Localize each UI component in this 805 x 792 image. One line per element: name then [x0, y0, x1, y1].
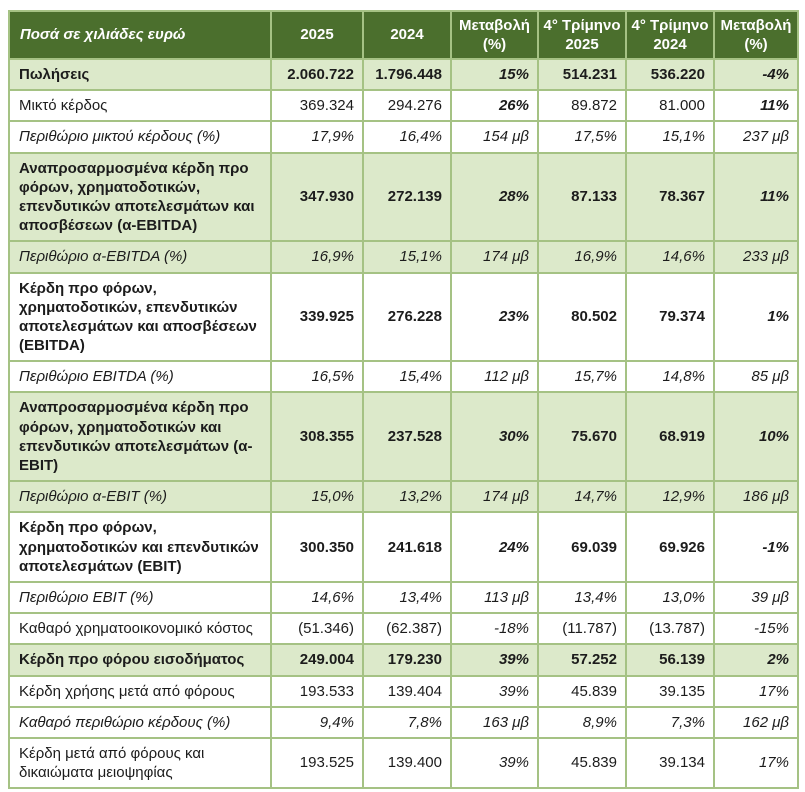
- value-cell: 139.400: [363, 738, 451, 788]
- value-cell: 81.000: [626, 90, 714, 121]
- value-cell: 14,6%: [626, 241, 714, 272]
- value-cell: 39.134: [626, 738, 714, 788]
- change-value-cell: 15%: [451, 59, 538, 90]
- table-body: [9, 59, 798, 788]
- row-label: Καθαρό περιθώριο κέρδους (%): [9, 707, 271, 738]
- value-cell: (11.787): [538, 613, 626, 644]
- table-header-row: [9, 11, 798, 59]
- change-value-cell: 23%: [451, 273, 538, 362]
- value-cell: 17,5%: [538, 121, 626, 152]
- row-label: Καθαρό χρηματοοικονομικό κόστος: [9, 613, 271, 644]
- change-value-cell: -15%: [714, 613, 798, 644]
- value-cell: 89.872: [538, 90, 626, 121]
- change-value-cell: -18%: [451, 613, 538, 644]
- table-row: [9, 582, 798, 613]
- value-cell: 9,4%: [271, 707, 363, 738]
- value-cell: 2.060.722: [271, 59, 363, 90]
- value-cell: 68.919: [626, 392, 714, 481]
- change-value-cell: 24%: [451, 512, 538, 582]
- value-cell: 16,9%: [271, 241, 363, 272]
- value-cell: 14,8%: [626, 361, 714, 392]
- value-cell: 15,0%: [271, 481, 363, 512]
- column-header-3: 4° Τρίμηνο 2025: [538, 11, 626, 59]
- value-cell: 1.796.448: [363, 59, 451, 90]
- value-cell: 347.930: [271, 153, 363, 242]
- value-cell: 57.252: [538, 644, 626, 675]
- value-cell: 13,4%: [538, 582, 626, 613]
- value-cell: 179.230: [363, 644, 451, 675]
- row-label: Μικτό κέρδος: [9, 90, 271, 121]
- value-cell: 7,8%: [363, 707, 451, 738]
- value-cell: 14,7%: [538, 481, 626, 512]
- value-cell: 193.533: [271, 676, 363, 707]
- value-cell: 17,9%: [271, 121, 363, 152]
- column-header-5: Μεταβολή (%): [714, 11, 798, 59]
- value-cell: 45.839: [538, 676, 626, 707]
- change-value-cell: 113 μβ: [451, 582, 538, 613]
- change-value-cell: 17%: [714, 738, 798, 788]
- row-label: Κέρδη προ φόρων, χρηματοδοτικών και επενδυτικών αποτελεσμάτων (EBIT): [9, 512, 271, 582]
- change-value-cell: 11%: [714, 90, 798, 121]
- row-label: Περιθώριο μικτού κέρδους (%): [9, 121, 271, 152]
- change-value-cell: 163 μβ: [451, 707, 538, 738]
- value-cell: 45.839: [538, 738, 626, 788]
- value-cell: 15,7%: [538, 361, 626, 392]
- column-header-1: 2024: [363, 11, 451, 59]
- value-cell: 56.139: [626, 644, 714, 675]
- change-value-cell: 237 μβ: [714, 121, 798, 152]
- change-value-cell: 112 μβ: [451, 361, 538, 392]
- value-cell: 276.228: [363, 273, 451, 362]
- value-cell: (51.346): [271, 613, 363, 644]
- value-cell: 12,9%: [626, 481, 714, 512]
- value-cell: 308.355: [271, 392, 363, 481]
- row-label: Περιθώριο EBIT (%): [9, 582, 271, 613]
- value-cell: 15,4%: [363, 361, 451, 392]
- value-cell: 69.926: [626, 512, 714, 582]
- table-row: [9, 707, 798, 738]
- value-cell: 241.618: [363, 512, 451, 582]
- change-value-cell: 85 μβ: [714, 361, 798, 392]
- value-cell: 193.525: [271, 738, 363, 788]
- row-label: Κέρδη προ φόρων, χρηματοδοτικών, επενδυτικών αποτελεσμάτων και αποσβέσεων (EBITDA): [9, 273, 271, 362]
- change-value-cell: -4%: [714, 59, 798, 90]
- value-cell: 78.367: [626, 153, 714, 242]
- change-value-cell: 30%: [451, 392, 538, 481]
- value-cell: 16,5%: [271, 361, 363, 392]
- value-cell: 369.324: [271, 90, 363, 121]
- table-row: [9, 392, 798, 481]
- row-label: Κέρδη μετά από φόρους και δικαιώματα μειοψηφίας: [9, 738, 271, 788]
- table-row: [9, 644, 798, 675]
- value-cell: 249.004: [271, 644, 363, 675]
- value-cell: (62.387): [363, 613, 451, 644]
- column-header-4: 4° Τρίμηνο 2024: [626, 11, 714, 59]
- table-row: [9, 153, 798, 242]
- units-header-cell: Ποσά σε χιλιάδες ευρώ: [9, 11, 271, 59]
- row-label: Αναπροσαρμοσμένα κέρδη προ φόρων, χρηματοδοτικών και επενδυτικών αποτελεσμάτων (α-EBIT): [9, 392, 271, 481]
- value-cell: 14,6%: [271, 582, 363, 613]
- column-header-2: Μεταβολή (%): [451, 11, 538, 59]
- row-label: Πωλήσεις: [9, 59, 271, 90]
- row-label: Περιθώριο EBITDA (%): [9, 361, 271, 392]
- value-cell: 13,0%: [626, 582, 714, 613]
- value-cell: 7,3%: [626, 707, 714, 738]
- value-cell: 8,9%: [538, 707, 626, 738]
- value-cell: (13.787): [626, 613, 714, 644]
- value-cell: 536.220: [626, 59, 714, 90]
- value-cell: 15,1%: [626, 121, 714, 152]
- change-value-cell: 28%: [451, 153, 538, 242]
- table-row: [9, 512, 798, 582]
- row-label: Περιθώριο α-EBITDA (%): [9, 241, 271, 272]
- change-value-cell: 17%: [714, 676, 798, 707]
- value-cell: 80.502: [538, 273, 626, 362]
- value-cell: 237.528: [363, 392, 451, 481]
- value-cell: 79.374: [626, 273, 714, 362]
- row-label: Κέρδη προ φόρου εισοδήματος: [9, 644, 271, 675]
- table-row: [9, 676, 798, 707]
- value-cell: 15,1%: [363, 241, 451, 272]
- change-value-cell: 174 μβ: [451, 481, 538, 512]
- value-cell: 13,4%: [363, 582, 451, 613]
- row-label: Κέρδη χρήσης μετά από φόρους: [9, 676, 271, 707]
- row-label: Αναπροσαρμοσμένα κέρδη προ φόρων, χρηματοδοτικών, επενδυτικών αποτελεσμάτων και αποσβέσεων (α-EBITDA): [9, 153, 271, 242]
- value-cell: 39.135: [626, 676, 714, 707]
- financial-results-table: [8, 10, 799, 789]
- change-value-cell: -1%: [714, 512, 798, 582]
- change-value-cell: 39%: [451, 676, 538, 707]
- change-value-cell: 154 μβ: [451, 121, 538, 152]
- column-header-0: 2025: [271, 11, 363, 59]
- value-cell: 16,9%: [538, 241, 626, 272]
- value-cell: 13,2%: [363, 481, 451, 512]
- change-value-cell: 39%: [451, 738, 538, 788]
- value-cell: 300.350: [271, 512, 363, 582]
- value-cell: 294.276: [363, 90, 451, 121]
- value-cell: 139.404: [363, 676, 451, 707]
- change-value-cell: 1%: [714, 273, 798, 362]
- change-value-cell: 26%: [451, 90, 538, 121]
- change-value-cell: 186 μβ: [714, 481, 798, 512]
- table-row: [9, 613, 798, 644]
- change-value-cell: 39 μβ: [714, 582, 798, 613]
- table-row: [9, 241, 798, 272]
- change-value-cell: 174 μβ: [451, 241, 538, 272]
- value-cell: 272.139: [363, 153, 451, 242]
- value-cell: 16,4%: [363, 121, 451, 152]
- change-value-cell: 2%: [714, 644, 798, 675]
- table-row: [9, 738, 798, 788]
- value-cell: 75.670: [538, 392, 626, 481]
- table-row: [9, 481, 798, 512]
- table-row: [9, 361, 798, 392]
- table-row: [9, 90, 798, 121]
- change-value-cell: 162 μβ: [714, 707, 798, 738]
- table-row: [9, 273, 798, 362]
- value-cell: 69.039: [538, 512, 626, 582]
- value-cell: 339.925: [271, 273, 363, 362]
- value-cell: 514.231: [538, 59, 626, 90]
- table-row: [9, 121, 798, 152]
- row-label: Περιθώριο α-EBIT (%): [9, 481, 271, 512]
- change-value-cell: 10%: [714, 392, 798, 481]
- change-value-cell: 233 μβ: [714, 241, 798, 272]
- change-value-cell: 11%: [714, 153, 798, 242]
- table-row: [9, 59, 798, 90]
- change-value-cell: 39%: [451, 644, 538, 675]
- value-cell: 87.133: [538, 153, 626, 242]
